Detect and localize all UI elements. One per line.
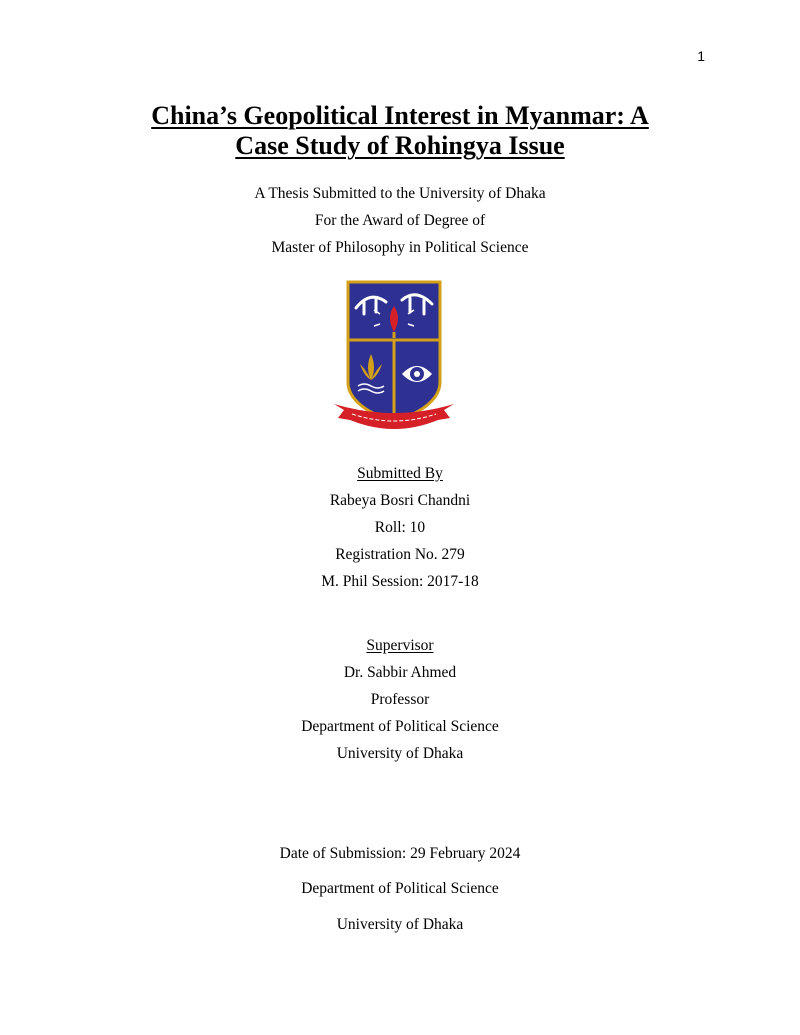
supervisor-name: Dr. Sabbir Ahmed xyxy=(343,664,457,681)
supervisor-heading: Supervisor xyxy=(366,637,434,654)
submitted-to-text: A Thesis Submitted to the University of Dhaka xyxy=(254,185,546,202)
footer-department: Department of Political Science xyxy=(301,880,499,897)
thesis-title xyxy=(0,101,800,161)
supervisor-department: Department of Political Science xyxy=(301,718,499,735)
session: M. Phil Session: 2017-18 xyxy=(321,573,479,590)
supervisor-university: University of Dhaka xyxy=(336,745,464,762)
submitted-by-heading: Submitted By xyxy=(357,465,443,482)
title-line-2: Case Study of Rohingya Issue xyxy=(235,131,565,160)
award-text: For the Award of Degree of xyxy=(314,212,486,229)
supervisor-title: Professor xyxy=(370,691,430,708)
footer-university: University of Dhaka xyxy=(336,916,464,933)
degree-text: Master of Philosophy in Political Science xyxy=(271,239,529,256)
submission-date: Date of Submission: 29 February 2024 xyxy=(279,845,521,862)
roll-number: Roll: 10 xyxy=(374,519,426,536)
title-line-1: China’s Geopolitical Interest in Myanmar: A xyxy=(151,101,649,130)
page-number: 1 xyxy=(697,48,705,64)
author-name: Rabeya Bosri Chandni xyxy=(329,492,471,509)
university-logo xyxy=(330,278,458,436)
registration-number: Registration No. 279 xyxy=(335,546,465,563)
